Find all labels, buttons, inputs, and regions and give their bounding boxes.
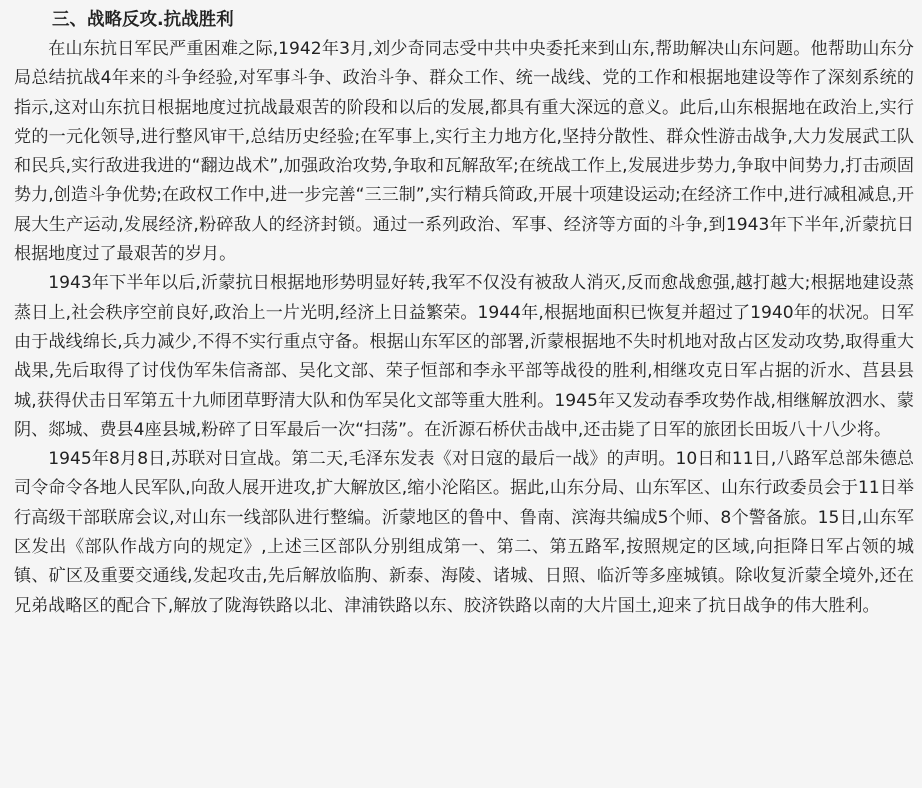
section-heading: 三、战略反攻.抗战胜利: [52, 10, 234, 30]
paragraph-3: 1945年8月8日,苏联对日宣战。第二天,毛泽东发表《对日寇的最后一战》的声明。10日和11日,八路军总部朱德总司令命令各地人民军队,向敌人展开进攻,扩大解放区,缩小沦陷区。据此,山东分局、山东军区、山东行政委员会于11日举行高级干部联席会议,对山东一线部队进行整编。沂蒙地区的鲁中、鲁南、滨海共编成5个师、8个警备旅。15日,山东军区发出《部队作战方向的规定》,上述三区部队分别组成第一、第二、第五路军,按照规定的区域,向拒降日军占领的城镇、矿区及重要交通线,发起攻击,先后解放临朐、新泰、海陵、诸城、日照、临沂等多座城镇。除收复沂蒙全境外,还在兄弟战略区的配合下,解放了陇海铁路以北、津浦铁路以东、胶济铁路以南的大片国土,迎来了抗日战争的伟大胜利。: [14, 449, 914, 616]
paragraph-2: 1943年下半年以后,沂蒙抗日根据地形势明显好转,我军不仅没有被敌人消灭,反而愈战愈强,越打越大;根据地建设蒸蒸日上,社会秩序空前良好,政治上一片光明,经济上日益繁荣。1944年,根据地面积已恢复并超过了1940年的状况。日军由于战线绵长,兵力减少,不得不实行重点守备。根据山东军区的部署,沂蒙根据地不失时机地对敌占区发动攻势,取得重大战果,先后取得了讨伐伪军朱信斋部、吴化文部、荣子恒部和李永平部等战役的胜利,相继攻克日军占据的沂水、莒县县城,获得伏击日军第五十九师团草野清大队和伪军吴化文部等重大胜利。1945年又发动春季攻势作战,相继解放泗水、蒙阴、郯城、费县4座县城,粉碎了日军最后一次“扫荡”。在沂源石桥伏击战中,还击毙了日军的旅团长田坂八十八少将。: [14, 273, 914, 440]
paragraph-1: 在山东抗日军民严重困难之际,1942年3月,刘少奇同志受中共中央委托来到山东,帮助解决山东问题。他帮助山东分局总结抗战4年来的斗争经验,对军事斗争、政治斗争、群众工作、统一战线、党的工作和根据地建设等作了深刻系统的指示,这对山东抗日根据地度过抗战最艰苦的阶段和以后的发展,都具有重大深远的意义。此后,山东根据地在政治上,实行党的一元化领导,进行整风审干,总结历史经验;在军事上,实行主力地方化,坚持分散性、群众性游击战争,大力发展武工队和民兵,实行敌进我进的“翻边战术”,加强政治攻势,争取和瓦解敌军;在统战工作上,发展进步势力,争取中间势力,打击顽固势力,创造斗争优势;在政权工作中,进一步完善“三三制”,实行精兵简政,开展十项建设运动;在经济工作中,进行减租减息,开展大生产运动,发展经济,粉碎敌人的经济封锁。通过一系列政治、军事、经济等方面的斗争,到1943年下半年,沂蒙抗日根据地度过了最艰苦的岁月。: [14, 39, 914, 265]
